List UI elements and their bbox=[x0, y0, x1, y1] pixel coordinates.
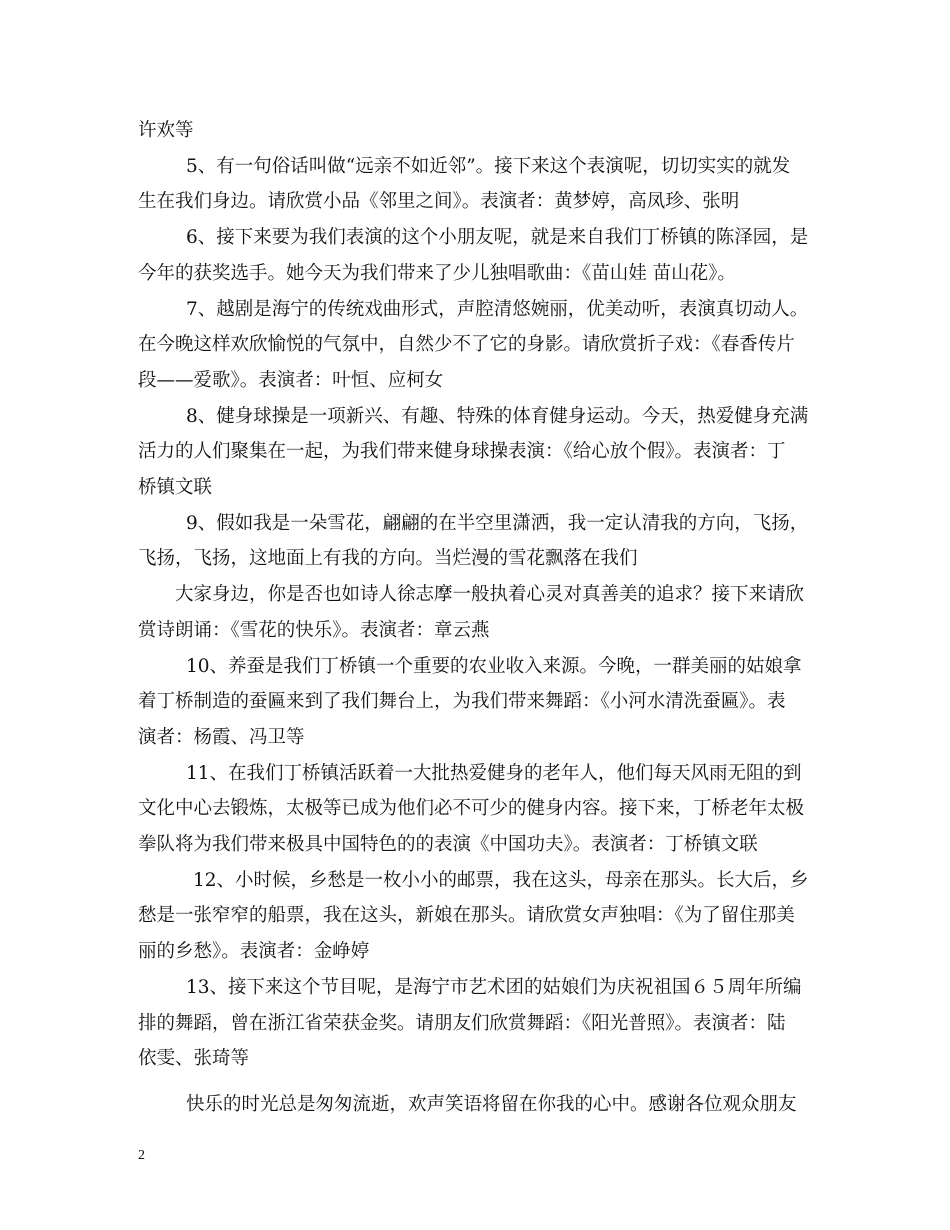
text-line: 段——爱歌》。表演者：叶恒、应柯女 bbox=[138, 370, 444, 391]
text-line: 11、在我们丁桥镇活跃着一大批热爱健身的老年人，他们每天风雨无阻的到 bbox=[186, 763, 802, 784]
text-line: 桥镇文联 bbox=[138, 477, 213, 498]
text-line: 愁是一张窄窄的船票，我在这头，新娘在那头。请欣赏女声独唱：《为了留住那美 bbox=[138, 905, 795, 926]
text-line: 活力的人们聚集在一起，为我们带来健身球操表演：《给心放个假》。表演者：丁 bbox=[138, 441, 786, 462]
text-line: 文化中心去锻炼，太极等已成为他们必不可少的健身内容。接下来，丁桥老年太极 bbox=[138, 798, 805, 819]
text-line: 拳队将为我们带来极具中国特色的的表演《中国功夫》。表演者：丁桥镇文联 bbox=[138, 834, 758, 855]
text-line: 7、越剧是海宁的传统戏曲形式，声腔清悠婉丽，优美动听，表演真切动人。 bbox=[186, 299, 809, 320]
text-line: 依雯、张琦等 bbox=[138, 1048, 250, 1069]
text-line: 飞扬，飞扬，这地面上有我的方向。当烂漫的雪花飘落在我们 bbox=[138, 548, 638, 569]
text-line: 赏诗朗诵：《雪花的快乐》。表演者：章云燕 bbox=[138, 620, 490, 641]
text-line: 今年的获奖选手。她今天为我们带来了少儿独唱歌曲：《苗山娃 苗山花》。 bbox=[138, 263, 736, 284]
text-line: 许欢等 bbox=[138, 120, 194, 141]
text-line: 大家身边，你是否也如诗人徐志摩一般执着心灵对真善美的追求？接下来请欣 bbox=[175, 584, 805, 605]
text-line: 9、假如我是一朵雪花，翩翩的在半空里潇洒，我一定认清我的方向，飞扬， bbox=[186, 513, 809, 534]
text-line: 12、小时候，乡愁是一枚小小的邮票，我在这头，母亲在那头。长大后，乡 bbox=[193, 870, 809, 891]
text-line: 5、有一句俗话叫做“远亲不如近邻”。接下来这个表演呢，切切实实的就发 bbox=[186, 156, 791, 177]
text-line: 快乐的时光总是匆匆流逝，欢声笑语将留在你我的心中。感谢各位观众朋友 bbox=[186, 1094, 797, 1115]
text-line: 8、健身球操是一项新兴、有趣、特殊的体育健身运动。今天，热爱健身充满 bbox=[186, 406, 809, 427]
text-line: 排的舞蹈，曾在浙江省荣获金奖。请朋友们欣赏舞蹈：《阳光普照》。表演者：陆 bbox=[138, 1013, 786, 1034]
text-line: 13、接下来这个节目呢，是海宁市艺术团的姑娘们为庆祝祖国６５周年所编 bbox=[186, 977, 802, 998]
text-line: 10、养蚕是我们丁桥镇一个重要的农业收入来源。今晚，一群美丽的姑娘拿 bbox=[186, 656, 802, 677]
text-line: 6、接下来要为我们表演的这个小朋友呢，就是来自我们丁桥镇的陈泽园，是 bbox=[186, 227, 809, 248]
text-line: 演者：杨霞、冯卫等 bbox=[138, 727, 305, 748]
page-number: 2 bbox=[138, 1148, 145, 1163]
text-line: 着丁桥制造的蚕匾来到了我们舞台上，为我们带来舞蹈：《小河水清洗蚕匾》。表 bbox=[138, 691, 786, 712]
text-line: 生在我们身边。请欣赏小品《邻里之间》。表演者：黄梦婷，高凤珍、张明 bbox=[138, 191, 740, 212]
text-line: 丽的乡愁》。表演者：金峥婷 bbox=[138, 941, 370, 962]
text-line: 在今晚这样欢欣愉悦的气氛中，自然少不了它的身影。请欣赏折子戏：《春香传片 bbox=[138, 334, 795, 355]
